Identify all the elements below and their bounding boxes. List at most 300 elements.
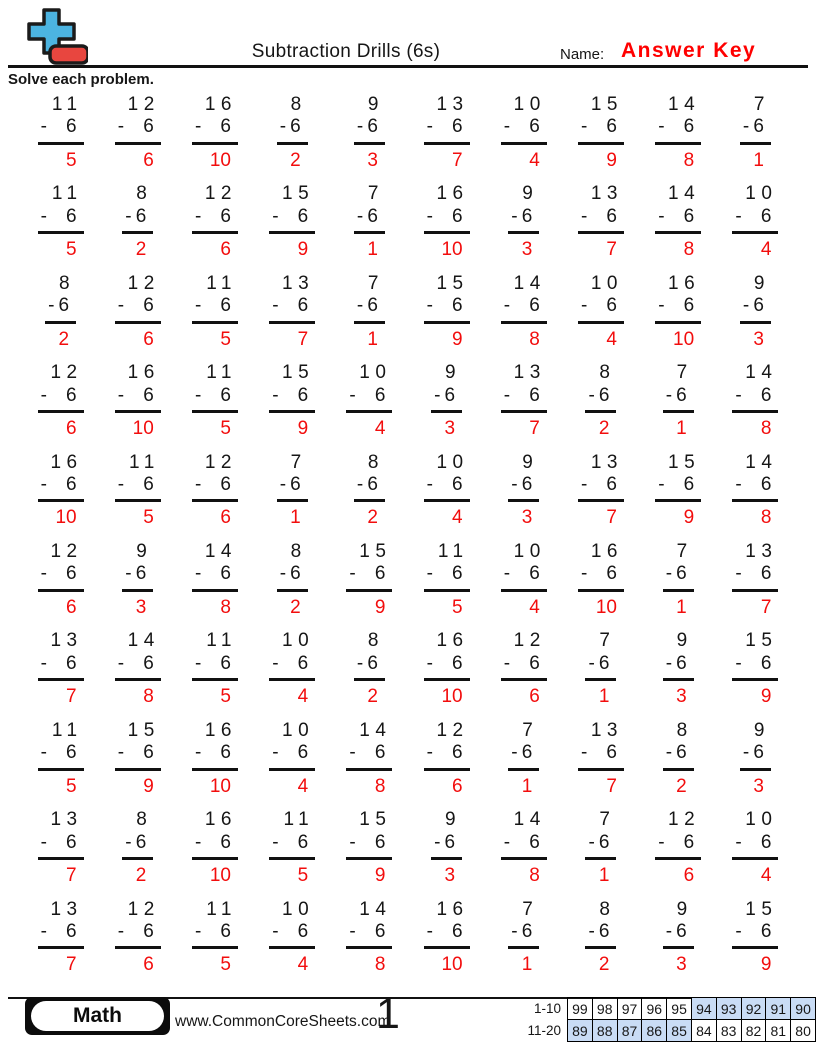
- subtraction-problem: [38, 452, 84, 530]
- subtraction-problem: [732, 899, 778, 977]
- subtraction-problem: [38, 94, 84, 172]
- problem-cell: [99, 362, 176, 451]
- problem-subtrahend-row: [424, 563, 470, 591]
- problem-subtrahend-row: [740, 116, 771, 144]
- problem-subtrahend-row: [508, 206, 539, 234]
- subtraction-problem: [663, 720, 694, 798]
- minus-sign: -: [349, 920, 356, 942]
- problem-subtrahend: 6: [683, 205, 695, 227]
- problem-subtrahend-row: [585, 653, 616, 681]
- problem-subtrahend: 6: [676, 920, 687, 942]
- minus-sign: -: [272, 384, 279, 406]
- problem-subtrahend: 6: [683, 831, 695, 853]
- problem-minuend: 13: [50, 809, 83, 831]
- problem-minuend: 9: [445, 362, 462, 384]
- subtraction-problem: [277, 452, 308, 530]
- problem-cell: [176, 362, 253, 451]
- problem-subtrahend: 6: [760, 205, 772, 227]
- problem-subtrahend-row: [192, 563, 238, 591]
- problem-subtrahend-row: [38, 206, 84, 234]
- problem-subtrahend: 6: [521, 473, 533, 495]
- problem-minuend: 11: [129, 451, 160, 473]
- problem-minuend: 16: [127, 362, 160, 384]
- minus-sign: -: [580, 205, 588, 227]
- subtraction-problem: [38, 720, 84, 798]
- problem-cell: [562, 630, 639, 719]
- problem-cell: [717, 541, 794, 630]
- problem-cell: [485, 452, 562, 541]
- problem-answer: 3: [444, 417, 456, 439]
- problem-subtrahend: 6: [66, 205, 77, 227]
- problem-minuend: 12: [668, 809, 701, 831]
- problem-answer: 7: [606, 775, 617, 797]
- minus-sign: -: [426, 473, 433, 495]
- problem-subtrahend: 6: [297, 205, 309, 227]
- problem-minuend: 15: [282, 183, 315, 205]
- problem-subtrahend: 6: [220, 473, 231, 495]
- problem-answer: 9: [606, 149, 617, 171]
- subtraction-problem: [501, 362, 547, 440]
- problem-answer: 1: [676, 596, 687, 618]
- subtraction-problem: [663, 630, 694, 708]
- problem-subtrahend: 6: [521, 920, 533, 942]
- score-cell: 81: [766, 1020, 791, 1042]
- problem-minuend: 11: [437, 540, 469, 562]
- problem-subtrahend-row: [269, 295, 315, 323]
- minus-sign: -: [48, 295, 55, 317]
- problem-subtrahend-row: [424, 742, 470, 770]
- subtraction-problem: [192, 183, 238, 261]
- minus-sign: -: [279, 116, 287, 138]
- problem-subtrahend-row: [192, 385, 238, 413]
- subtraction-problem: [38, 899, 84, 977]
- score-cell: 86: [642, 1020, 667, 1042]
- problem-minuend: 9: [445, 809, 462, 831]
- problem-answer: 10: [441, 954, 463, 976]
- subtraction-problem: [269, 183, 315, 261]
- subtraction-problem: [655, 183, 701, 261]
- problem-subtrahend-row: [192, 116, 238, 144]
- problem-subtrahend: 6: [683, 295, 695, 317]
- minus-sign: -: [40, 205, 47, 227]
- minus-sign: -: [658, 116, 665, 138]
- minus-sign: -: [40, 920, 47, 942]
- problem-answer: 8: [760, 417, 772, 439]
- problem-minuend: 9: [676, 630, 693, 652]
- problem-subtrahend-row: [354, 474, 385, 502]
- problem-cell: [408, 809, 485, 898]
- minus-sign: -: [658, 831, 665, 853]
- problem-cell: [99, 94, 176, 183]
- subtraction-problem: [192, 94, 238, 172]
- problem-subtrahend: 6: [529, 116, 540, 138]
- minus-sign: -: [503, 295, 511, 317]
- problem-answer: 2: [598, 954, 610, 976]
- problem-subtrahend: 6: [374, 831, 386, 853]
- problem-minuend: 13: [50, 898, 83, 920]
- problem-subtrahend: 6: [521, 742, 533, 764]
- problem-subtrahend: 6: [297, 831, 309, 853]
- problem-answer: 8: [529, 864, 540, 886]
- problem-cell: [22, 362, 99, 451]
- problem-subtrahend-row: [122, 563, 153, 591]
- minus-sign: -: [503, 116, 511, 138]
- problem-subtrahend-row: [663, 563, 694, 591]
- website-text: www.CommonCoreSheets.com: [175, 1013, 391, 1030]
- problem-answer: 4: [297, 954, 309, 976]
- score-cell: 83: [716, 1020, 741, 1042]
- subtraction-problem: [732, 809, 778, 887]
- minus-sign: -: [658, 473, 665, 495]
- problem-cell: [408, 720, 485, 809]
- problem-cell: [408, 630, 485, 719]
- problem-answer: 1: [676, 417, 687, 439]
- problem-minuend: 12: [204, 451, 237, 473]
- problem-answer: 4: [374, 417, 386, 439]
- subtraction-problem: [122, 809, 153, 887]
- problem-subtrahend: 6: [606, 295, 617, 317]
- subtraction-problem: [192, 541, 238, 619]
- minus-sign: -: [665, 920, 673, 942]
- subtraction-problem: [424, 94, 470, 172]
- problem-minuend: 12: [513, 630, 546, 652]
- subtraction-problem: [38, 541, 84, 619]
- minus-sign: -: [735, 384, 742, 406]
- subtraction-problem: [115, 94, 161, 172]
- problem-minuend: 10: [282, 719, 315, 741]
- score-range-label: 11-20: [527, 1023, 561, 1038]
- problem-cell: [254, 273, 331, 362]
- minus-sign: -: [580, 473, 588, 495]
- subtraction-problem: [192, 273, 238, 351]
- problem-subtrahend-row: [732, 653, 778, 681]
- problem-subtrahend: 6: [760, 384, 772, 406]
- subtraction-problem: [732, 541, 778, 619]
- problem-minuend: 9: [136, 540, 153, 562]
- minus-sign: -: [742, 295, 750, 317]
- subtraction-problem: [424, 452, 470, 530]
- problem-cell: [485, 541, 562, 630]
- problem-minuend: 7: [599, 809, 616, 831]
- subtraction-problem: [269, 362, 315, 440]
- problem-subtrahend: 6: [367, 116, 378, 138]
- problem-minuend: 10: [282, 630, 315, 652]
- problem-minuend: 12: [50, 362, 83, 384]
- problem-cell: [640, 720, 717, 809]
- problem-minuend: 16: [436, 183, 469, 205]
- problem-subtrahend-row: [508, 474, 539, 502]
- problem-subtrahend: 6: [66, 652, 77, 674]
- minus-sign: -: [125, 831, 132, 853]
- problem-answer: 1: [367, 328, 378, 350]
- problem-answer: 6: [220, 239, 231, 261]
- problem-subtrahend: 6: [444, 384, 456, 406]
- problem-answer: 4: [760, 864, 772, 886]
- problem-subtrahend-row: [45, 295, 76, 323]
- problem-subtrahend: 6: [66, 920, 77, 942]
- problem-subtrahend-row: [578, 295, 624, 323]
- problem-minuend: 10: [513, 94, 546, 115]
- problem-answer: 1: [290, 507, 301, 529]
- problem-cell: [22, 899, 99, 988]
- problem-answer: 3: [521, 239, 533, 261]
- score-cell: 85: [667, 1020, 692, 1042]
- problem-minuend: 13: [282, 272, 315, 294]
- problem-subtrahend: 6: [297, 652, 309, 674]
- problem-answer: 2: [135, 864, 147, 886]
- problem-answer: 8: [374, 954, 386, 976]
- problem-subtrahend: 6: [606, 205, 617, 227]
- problem-minuend: 14: [127, 630, 160, 652]
- minus-sign: -: [194, 473, 202, 495]
- problem-minuend: 9: [676, 898, 693, 920]
- problem-subtrahend-row: [38, 563, 84, 591]
- problem-minuend: 9: [522, 183, 539, 205]
- subtraction-problem: [508, 720, 539, 798]
- problem-answer: 4: [606, 328, 617, 350]
- problem-cell: [331, 720, 408, 809]
- problem-answer: 5: [66, 775, 77, 797]
- problem-answer: 3: [367, 149, 378, 171]
- problem-subtrahend: 6: [683, 473, 695, 495]
- problem-subtrahend: 6: [58, 295, 70, 317]
- problem-minuend: 8: [599, 898, 616, 920]
- problem-cell: [254, 183, 331, 272]
- problem-subtrahend: 6: [220, 295, 231, 317]
- problem-answer: 5: [66, 149, 77, 171]
- problem-cell: [562, 94, 639, 183]
- subtraction-problem: [38, 362, 84, 440]
- problem-cell: [717, 452, 794, 541]
- subtraction-problem: [269, 273, 315, 351]
- problem-subtrahend: 6: [760, 473, 772, 495]
- problem-subtrahend-row: [192, 474, 238, 502]
- problem-subtrahend-row: [346, 832, 392, 860]
- problem-cell: [254, 94, 331, 183]
- problem-minuend: 8: [136, 183, 153, 205]
- subtraction-problem: [269, 630, 315, 708]
- problem-subtrahend: 6: [760, 652, 772, 674]
- problem-cell: [485, 273, 562, 362]
- problem-cell: [176, 273, 253, 362]
- minus-sign: -: [272, 831, 279, 853]
- problem-subtrahend: 6: [367, 652, 378, 674]
- problem-subtrahend-row: [508, 921, 539, 949]
- minus-sign: -: [434, 831, 441, 853]
- minus-sign: -: [117, 384, 125, 406]
- problem-cell: [562, 809, 639, 898]
- problem-subtrahend-row: [732, 832, 778, 860]
- subtraction-problem: [578, 452, 624, 530]
- problem-cell: [176, 183, 253, 272]
- problem-minuend: 15: [359, 809, 392, 831]
- problem-cell: [176, 899, 253, 988]
- minus-sign: -: [356, 116, 364, 138]
- problem-cell: [176, 541, 253, 630]
- minus-sign: -: [735, 205, 742, 227]
- problem-subtrahend: 6: [529, 652, 540, 674]
- minus-sign: -: [356, 205, 364, 227]
- problem-minuend: 10: [745, 809, 778, 831]
- subtraction-problem: [655, 273, 701, 351]
- problem-answer: 5: [452, 596, 463, 618]
- problem-cell: [562, 362, 639, 451]
- problem-minuend: 13: [50, 630, 83, 652]
- problem-cell: [640, 183, 717, 272]
- problem-cell: [408, 541, 485, 630]
- problem-cell: [485, 183, 562, 272]
- minus-sign: -: [503, 831, 511, 853]
- subtraction-problem: [732, 183, 778, 261]
- problem-minuend: 16: [436, 630, 469, 652]
- problem-subtrahend: 6: [598, 831, 610, 853]
- score-cell: 89: [568, 1020, 593, 1042]
- minus-sign: -: [194, 831, 202, 853]
- score-cell: 82: [741, 1020, 766, 1042]
- minus-sign: -: [588, 920, 595, 942]
- problem-subtrahend: 6: [66, 563, 77, 585]
- problem-subtrahend-row: [269, 742, 315, 770]
- problem-cell: [254, 720, 331, 809]
- problem-minuend: 15: [359, 540, 392, 562]
- subtraction-problem: [655, 809, 701, 887]
- problem-answer: 2: [290, 596, 301, 618]
- problem-minuend: 11: [51, 719, 83, 741]
- subtraction-problem: [115, 452, 161, 530]
- problem-answer: 10: [441, 686, 463, 708]
- problem-subtrahend-row: [354, 653, 385, 681]
- minus-sign: -: [511, 742, 518, 764]
- problem-cell: [99, 899, 176, 988]
- problem-subtrahend-row: [585, 385, 616, 413]
- problem-subtrahend: 6: [374, 384, 386, 406]
- problem-subtrahend: 6: [297, 384, 309, 406]
- problem-cell: [331, 273, 408, 362]
- problem-minuend: 8: [290, 540, 307, 562]
- problem-minuend: 8: [59, 272, 76, 294]
- problem-minuend: 7: [676, 362, 693, 384]
- problem-cell: [254, 362, 331, 451]
- problem-minuend: 15: [127, 719, 160, 741]
- problem-minuend: 11: [206, 272, 237, 294]
- problem-subtrahend: 6: [367, 205, 378, 227]
- minus-sign: -: [117, 295, 125, 317]
- problem-cell: [176, 94, 253, 183]
- problem-subtrahend-row: [354, 206, 385, 234]
- problem-cell: [176, 809, 253, 898]
- problem-answer: 6: [220, 507, 231, 529]
- problem-subtrahend: 6: [66, 831, 77, 853]
- subtraction-problem: [192, 630, 238, 708]
- subtraction-problem: [354, 630, 385, 708]
- problem-answer: 6: [683, 864, 695, 886]
- problem-answer: 5: [220, 686, 231, 708]
- problem-minuend: 7: [753, 94, 770, 115]
- problem-subtrahend-row: [501, 832, 547, 860]
- minus-sign: -: [194, 742, 202, 764]
- problem-answer: 5: [66, 239, 77, 261]
- minus-sign: -: [279, 473, 287, 495]
- problem-subtrahend-row: [424, 474, 470, 502]
- problem-cell: [717, 94, 794, 183]
- problem-subtrahend-row: [115, 474, 161, 502]
- problem-subtrahend-row: [655, 832, 701, 860]
- problem-subtrahend: 6: [135, 563, 147, 585]
- problem-subtrahend-row: [578, 206, 624, 234]
- problem-subtrahend: 6: [220, 116, 231, 138]
- score-cell: 92: [741, 998, 766, 1020]
- problem-subtrahend-row: [277, 474, 308, 502]
- problem-answer: 10: [209, 864, 231, 886]
- problem-subtrahend: 6: [290, 473, 301, 495]
- subtraction-problem: [740, 94, 771, 172]
- minus-sign: -: [426, 742, 433, 764]
- minus-sign: -: [125, 563, 132, 585]
- problem-answer: 10: [209, 149, 231, 171]
- minus-sign: -: [125, 205, 132, 227]
- problem-answer: 5: [297, 864, 309, 886]
- subtraction-problem: [424, 899, 470, 977]
- problem-minuend: 9: [753, 272, 770, 294]
- problem-cell: [331, 630, 408, 719]
- problem-cell: [562, 183, 639, 272]
- problem-subtrahend: 6: [66, 742, 77, 764]
- minus-sign: -: [580, 295, 588, 317]
- problem-subtrahend-row: [424, 295, 470, 323]
- minus-sign: -: [503, 384, 511, 406]
- problem-subtrahend: 6: [143, 473, 154, 495]
- problem-subtrahend-row: [346, 742, 392, 770]
- problem-cell: [485, 94, 562, 183]
- problem-subtrahend-row: [508, 742, 539, 770]
- problem-cell: [254, 541, 331, 630]
- problem-answer: 5: [220, 954, 231, 976]
- problem-answer: 9: [297, 239, 309, 261]
- minus-sign: -: [40, 116, 47, 138]
- problem-cell: [22, 183, 99, 272]
- minus-sign: -: [426, 116, 433, 138]
- problem-minuend: 16: [50, 451, 83, 473]
- problem-cell: [717, 273, 794, 362]
- score-cell: 87: [617, 1020, 642, 1042]
- minus-sign: -: [742, 116, 750, 138]
- subtraction-problem: [578, 720, 624, 798]
- problem-answer: 5: [143, 507, 154, 529]
- minus-sign: -: [665, 384, 673, 406]
- problem-cell: [254, 452, 331, 541]
- problem-subtrahend: 6: [529, 384, 540, 406]
- minus-sign: -: [511, 920, 518, 942]
- subtraction-problem: [269, 899, 315, 977]
- problem-subtrahend-row: [424, 206, 470, 234]
- problem-answer: 7: [66, 864, 77, 886]
- problem-subtrahend: 6: [374, 920, 386, 942]
- problem-subtrahend-row: [192, 832, 238, 860]
- subtraction-problem: [424, 273, 470, 351]
- problem-answer: 10: [595, 596, 617, 618]
- minus-sign: -: [194, 205, 202, 227]
- problem-minuend: 7: [676, 540, 693, 562]
- problem-subtrahend: 6: [452, 116, 463, 138]
- problem-subtrahend-row: [424, 653, 470, 681]
- problem-cell: [717, 809, 794, 898]
- problem-subtrahend-row: [740, 742, 771, 770]
- problem-minuend: 11: [206, 630, 237, 652]
- score-cell: 95: [667, 998, 692, 1020]
- problem-subtrahend-row: [431, 385, 462, 413]
- problem-minuend: 14: [513, 809, 546, 831]
- subtraction-problem: [508, 899, 539, 977]
